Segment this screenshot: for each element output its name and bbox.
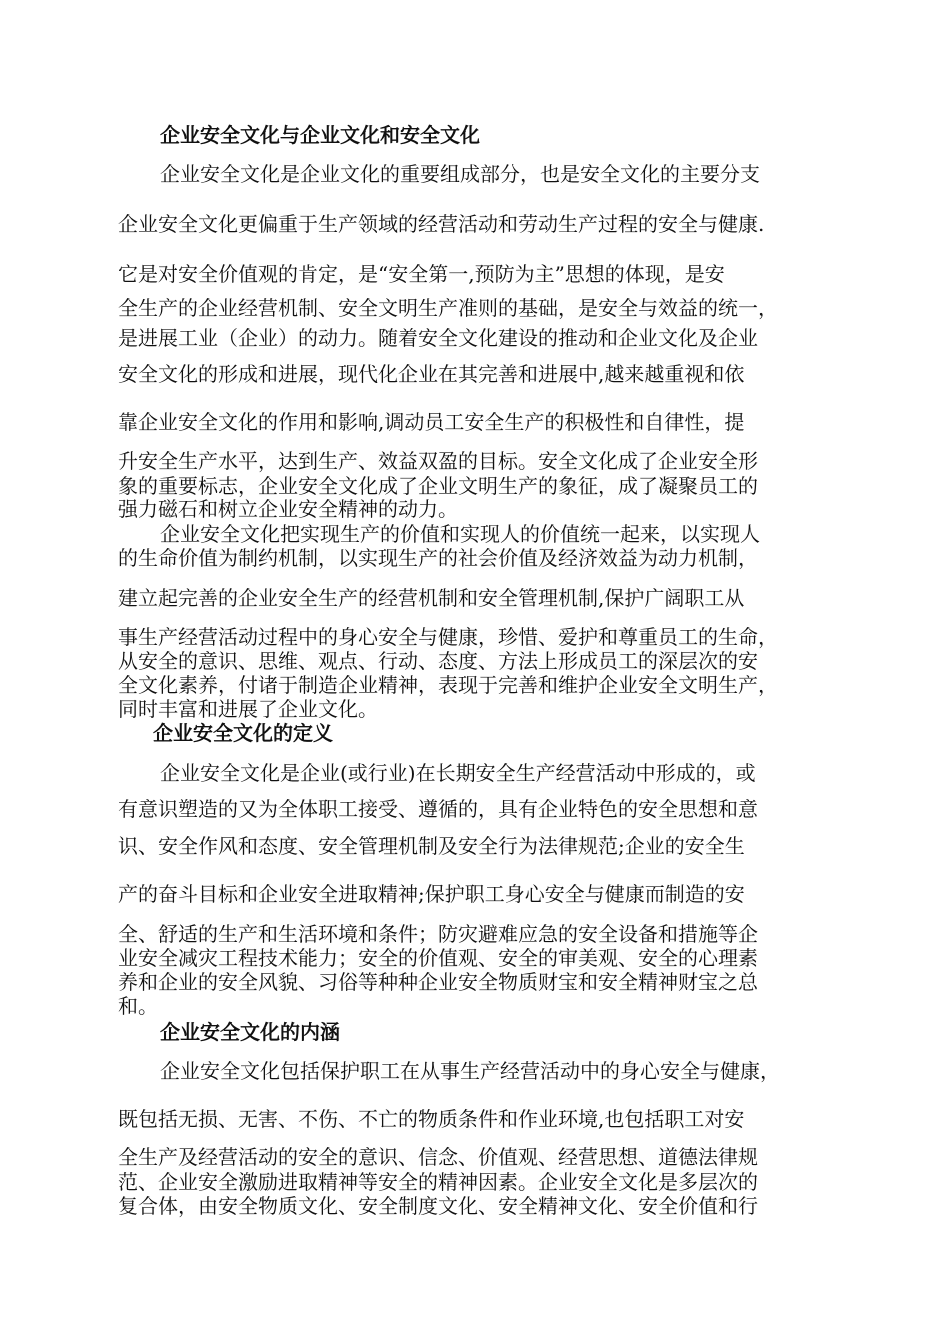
paragraph-line: 靠企业安全文化的作用和影响,调动员工安全生产的积极性和自律性，提 — [118, 410, 745, 434]
paragraph-line: 从安全的意识、思维、观点、行动、态度、方法上形成员工的深层次的安 — [118, 649, 758, 673]
paragraph-line: 既包括无损、无害、不伤、不亡的物质条件和作业环境,也包括职工对安 — [118, 1107, 745, 1131]
paragraph-line: 它是对安全价值观的肯定，是“安全第一,预防为主”思想的体现，是安 — [118, 262, 725, 286]
paragraph-line: 和。 — [118, 994, 158, 1018]
paragraph-line: 企业安全文化是企业(或行业)在长期安全生产经营活动中形成的，或 — [160, 761, 756, 785]
paragraph-line: 的生命价值为制约机制，以实现生产的社会价值及经济效益为动力机制， — [118, 546, 758, 570]
paragraph-line: 同时丰富和进展了企业文化。 — [118, 697, 378, 721]
paragraph-line: 全文化素养，付诸于制造企业精神，表现于完善和维护企业安全文明生产， — [118, 673, 778, 697]
paragraph-line: 强力磁石和树立企业安全精神的动力。 — [118, 497, 458, 521]
section-heading: 企业安全文化的定义 — [153, 721, 333, 745]
paragraph-line: 有意识塑造的又为全体职工接受、遵循的，具有企业特色的安全思想和意 — [118, 797, 758, 821]
paragraph-line: 识、安全作风和态度、安全管理机制及安全行为法律规范;企业的安全生 — [118, 834, 745, 858]
paragraph-line: 事生产经营活动过程中的身心安全与健康，珍惜、爱护和尊重员工的生命， — [118, 625, 778, 649]
paragraph-line: 全生产及经营活动的安全的意识、信念、价值观、经营思想、道德法律规 — [118, 1145, 758, 1169]
paragraph-line: 企业安全文化更偏重于生产领域的经营活动和劳动生产过程的安全与健康. — [118, 212, 765, 236]
paragraph-line: 业安全减灾工程技术能力；安全的价值观、安全的审美观、安全的心理素 — [118, 946, 758, 970]
paragraph-line: 象的重要标志，企业安全文化成了企业文明生产的象征，成了凝聚员工的 — [118, 474, 758, 498]
paragraph-line: 企业安全文化把实现生产的价值和实现人的价值统一起来，以实现人 — [160, 522, 760, 546]
paragraph-line: 复合体，由安全物质文化、安全制度文化、安全精神文化、安全价值和行 — [118, 1194, 758, 1218]
section-heading: 企业安全文化的内涵 — [160, 1020, 340, 1044]
section-heading: 企业安全文化与企业文化和安全文化 — [160, 123, 480, 147]
paragraph-line: 范、企业安全激励进取精神等安全的精神因素。企业安全文化是多层次的 — [118, 1170, 758, 1194]
paragraph-line: 全生产的企业经营机制、安全文明生产准则的基础，是安全与效益的统一， — [118, 296, 778, 320]
paragraph-line: 企业安全文化包括保护职工在从事生产经营活动中的身心安全与健康， — [160, 1059, 780, 1083]
paragraph-line: 是进展工业（企业）的动力。随着安全文化建设的推动和企业文化及企业 — [118, 326, 758, 350]
paragraph-line: 建立起完善的企业安全生产的经营机制和安全管理机制,保护广阔职工从 — [118, 586, 745, 610]
paragraph-line: 产的奋斗目标和企业安全进取精神;保护职工身心安全与健康而制造的安 — [118, 882, 745, 906]
paragraph-line: 全、舒适的生产和生活环境和条件；防灾避难应急的安全设备和措施等企 — [118, 922, 758, 946]
paragraph-line: 升安全生产水平，达到生产、效益双盈的目标。安全文化成了企业安全形 — [118, 449, 758, 473]
paragraph-line: 养和企业的安全风貌、习俗等种种企业安全物质财宝和安全精神财宝之总 — [118, 970, 758, 994]
paragraph-line: 安全文化的形成和进展，现代化企业在其完善和进展中,越来越重视和依 — [118, 362, 745, 386]
paragraph-line: 企业安全文化是企业文化的重要组成部分，也是安全文化的主要分支 — [160, 162, 760, 186]
